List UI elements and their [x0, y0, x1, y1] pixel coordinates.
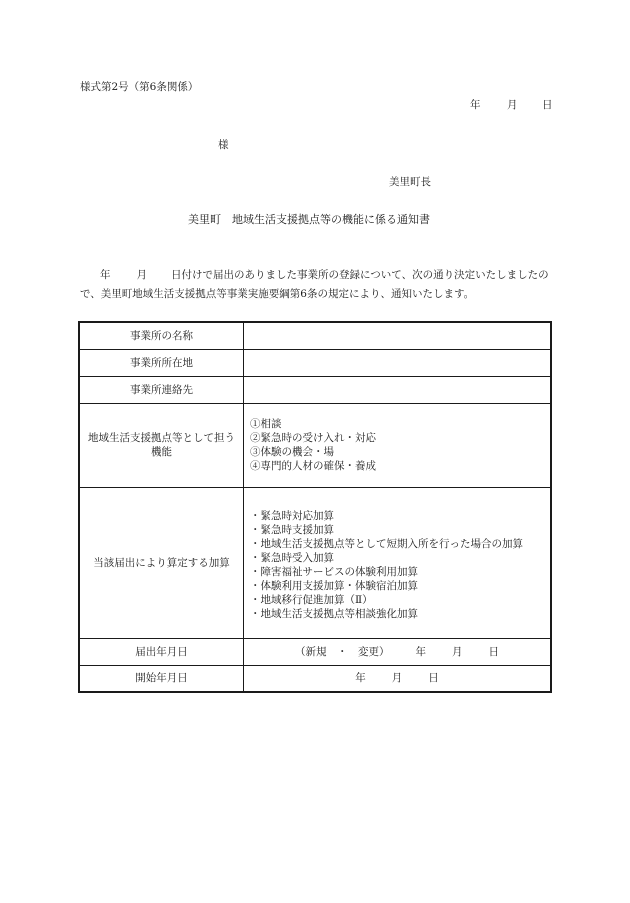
- table-row: [79, 487, 551, 638]
- addressee: 様: [218, 139, 229, 151]
- body-month: 月: [136, 269, 147, 281]
- addition-item: ・地域生活支援拠点等として短期入所を行った場合の加算: [250, 537, 523, 550]
- notify-day: 日: [488, 645, 499, 658]
- start-year: 年: [355, 672, 366, 685]
- table-row: [79, 349, 551, 376]
- address-value[interactable]: [244, 349, 552, 376]
- body-year: 年: [100, 269, 111, 281]
- name-value[interactable]: [244, 322, 552, 349]
- additions-label: 当該届出により算定する加算: [79, 487, 244, 638]
- notify-type[interactable]: （新規 ・ 変更）: [295, 645, 390, 658]
- function-item: ②緊急時の受け入れ・対応: [250, 432, 376, 444]
- addition-item: ・体験利用支援加算・体験宿泊加算: [250, 579, 418, 592]
- header-date-year: 年: [470, 99, 481, 111]
- header-date-month: 月: [507, 99, 518, 111]
- issuer: 美里町長: [389, 176, 431, 188]
- addition-item: ・地域生活支援拠点等相談強化加算: [250, 607, 418, 620]
- function-item: ④専門的人材の確保・養成: [250, 460, 376, 472]
- start-date-label: 開始年月日: [79, 665, 244, 692]
- function-list: [244, 403, 552, 487]
- body-paragraph: [80, 266, 552, 304]
- header-date-day: 日: [542, 99, 553, 111]
- function-label: 地域生活支援拠点等として担う機能: [79, 403, 244, 487]
- notify-month: 月: [452, 645, 463, 658]
- contact-value[interactable]: [244, 376, 552, 403]
- addition-item: ・緊急時受入加算: [250, 551, 334, 564]
- body-text: 日付けで届出のありました事業所の登録について、次の通り決定いたしましたので、美里町地域生活支援拠点等事業実施要綱第6条の規定により、通知いたします。: [80, 269, 549, 300]
- table-row: [79, 322, 551, 349]
- table-row: [79, 403, 551, 487]
- addition-item: ・障害福祉サービスの体験利用加算: [250, 565, 418, 578]
- address-label: 事業所所在地: [79, 349, 244, 376]
- start-date-value: [244, 665, 552, 692]
- start-month: 月: [391, 672, 403, 685]
- name-label: 事業所の名称: [79, 322, 244, 349]
- form-number: 様式第2号（第6条関係）: [80, 81, 199, 93]
- function-item: ③体験の機会・場: [250, 446, 334, 458]
- table-row: [79, 638, 551, 665]
- addition-item: ・緊急時対応加算: [250, 509, 334, 522]
- contact-label: 事業所連絡先: [79, 376, 244, 403]
- additions-list: [244, 487, 552, 638]
- table-row: [79, 665, 551, 692]
- addition-item: ・緊急時支援加算: [250, 523, 334, 536]
- registration-table: [78, 321, 552, 693]
- notify-year: 年: [415, 645, 426, 658]
- notify-date-value: [244, 638, 552, 665]
- notify-date-label: 届出年月日: [79, 638, 244, 665]
- document-title: 美里町 地域生活支援拠点等の機能に係る通知書: [188, 213, 430, 226]
- function-item: ①相談: [250, 418, 282, 430]
- table-row: [79, 376, 551, 403]
- addition-item: ・地域移行促進加算（Ⅱ）: [250, 593, 373, 606]
- start-day: 日: [428, 672, 439, 685]
